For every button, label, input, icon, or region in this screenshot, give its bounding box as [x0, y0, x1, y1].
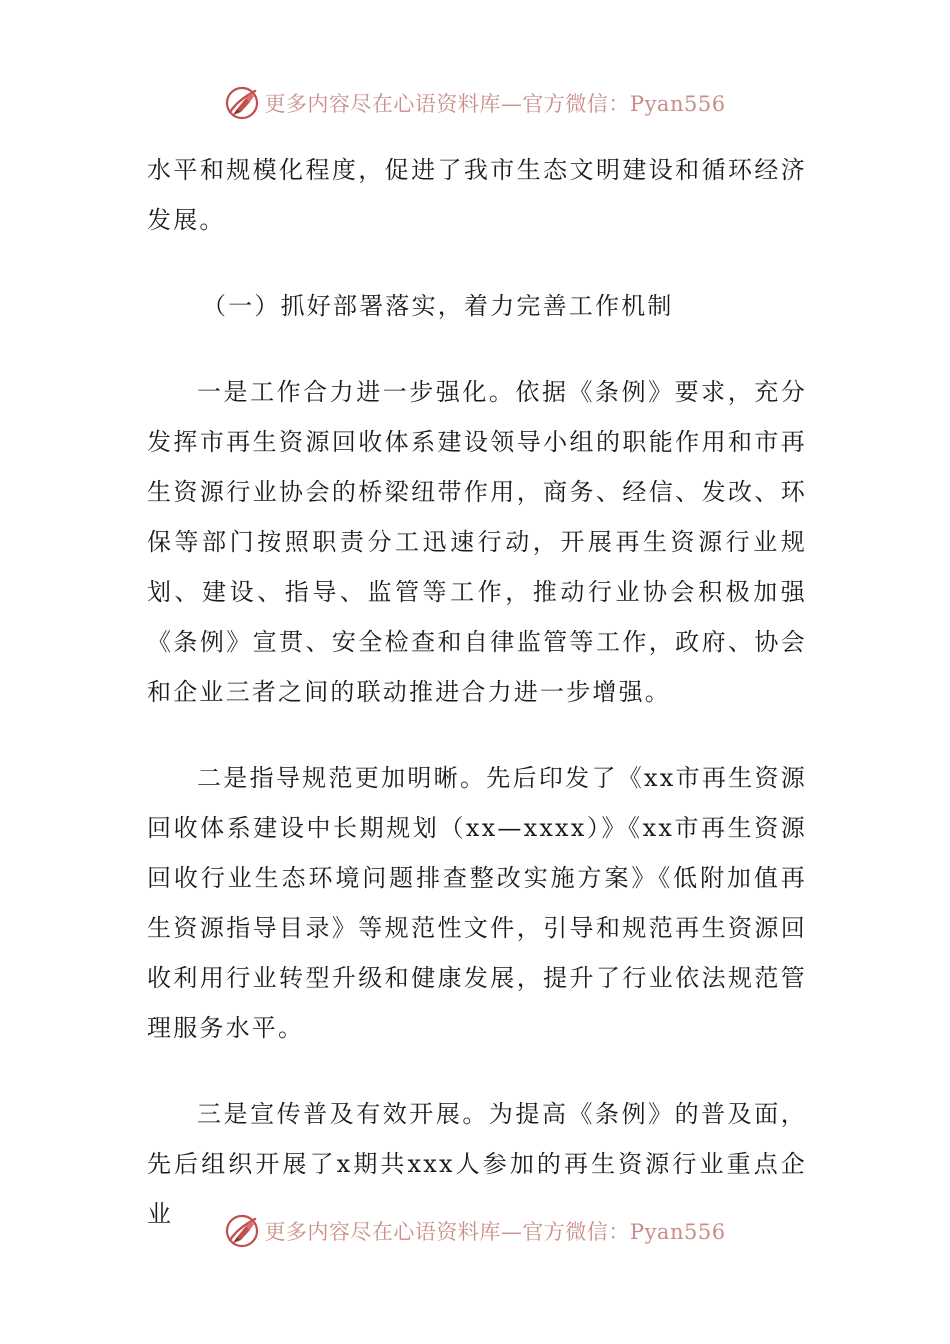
body-paragraph: 三是宣传普及有效开展。为提高《条例》的普及面，先后组织开展了x期共xxx人参加的再生资源行业重点企业 — [147, 1100, 807, 1228]
paragraph-gap — [147, 717, 807, 753]
body-paragraph: 水平和规模化程度，促进了我市生态文明建设和循环经济发展。 — [147, 156, 807, 234]
watermark-banner-top — [0, 78, 950, 128]
watermark-text: 更多内容尽在心语资料库—官方微信：Pyan556 — [264, 1220, 726, 1244]
body-paragraph: 一是工作合力进一步强化。依据《条例》要求，充分发挥市再生资源回收体系建设领导小组的职能作用和市再生资源行业协会的桥梁纽带作用，商务、经信、发改、环保等部门按照职责分工迅速行动，开展再生资源行业规划、建设、指导、监管等工作，推动行业协会积极加强《条例》宣贯、安全检查和自律监管等工作，政府、协会和企业三者之间的联动推进合力进一步增强。 — [147, 378, 807, 706]
watermark-text: 更多内容尽在心语资料库—官方微信：Pyan556 — [264, 92, 726, 116]
watermark-banner-bottom — [0, 1206, 950, 1256]
document-body — [147, 145, 807, 1239]
pen-logo-icon — [224, 85, 260, 121]
body-paragraph: 二是指导规范更加明晰。先后印发了《xx市再生资源回收体系建设中长期规划（xx—xxxx）》《xx市再生资源回收行业生态环境问题排查整改实施方案》《低附加值再生资源指导目录》等规范性文件，引导和规范再生资源回收利用行业转型升级和健康发展，提升了行业依法规范管理服务水平。 — [147, 764, 807, 1042]
pen-logo-icon — [224, 1213, 260, 1249]
paragraph-gap — [147, 1053, 807, 1089]
section-heading: （一）抓好部署落实，着力完善工作机制 — [202, 292, 674, 320]
